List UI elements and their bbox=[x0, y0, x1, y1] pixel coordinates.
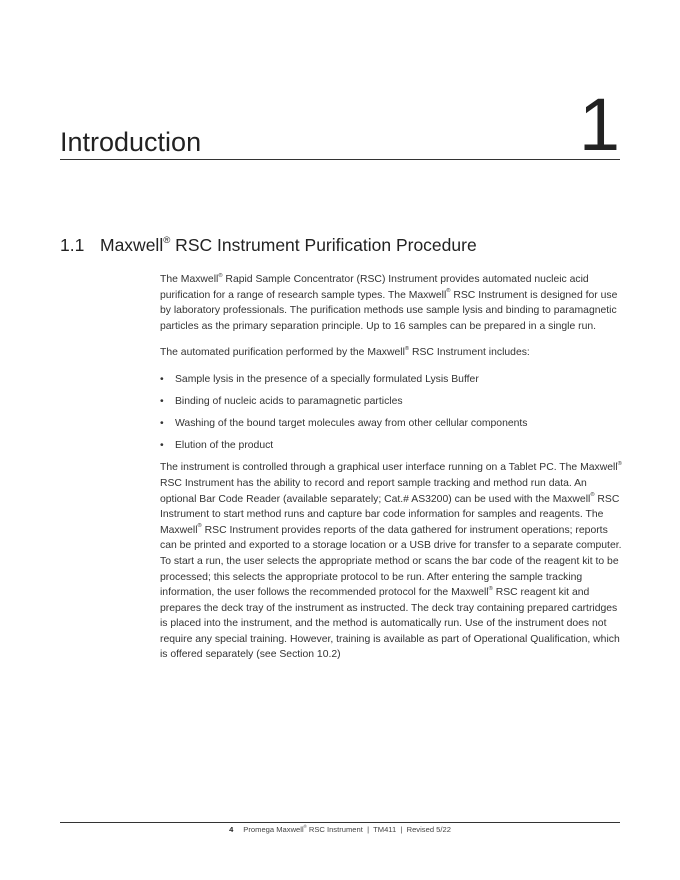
section-title-post: RSC Instrument Purification Procedure bbox=[170, 235, 477, 255]
operation-text-2: RSC Instrument has the ability to record and report sample tracking and method run data. An optional Bar Code Reader (available separately; Cat.# AS3200) can be used with the Maxwell bbox=[160, 477, 591, 505]
operation-text-3: RSC Instrument to start method runs and capture bar code information for samples and reagents. The Maxwell bbox=[160, 493, 620, 536]
page-footer bbox=[0, 825, 680, 834]
registered-mark: ® bbox=[303, 823, 307, 829]
footer-divider bbox=[60, 822, 620, 823]
list-intro bbox=[160, 345, 622, 361]
intro-paragraph bbox=[160, 272, 622, 334]
registered-mark: ® bbox=[590, 492, 595, 499]
intro-text-1: The Maxwell bbox=[160, 274, 219, 285]
intro-text-3: RSC Instrument is designed for use by laboratory professionals. The purification methods use sample lysis and binding to paramagnetic particles as the primary separation principle. Up to 16 samples can be prepared in a single run. bbox=[160, 289, 618, 332]
footer-text-pre: Promega Maxwell bbox=[243, 825, 304, 834]
body-text bbox=[160, 272, 622, 674]
chapter-number: 1 bbox=[578, 83, 620, 166]
page-number: 4 bbox=[229, 825, 234, 834]
intro-text-2: Rapid Sample Concentrator (RSC) Instrument provides automated nucleic acid purification for a range of research sample types. The Maxwell bbox=[160, 274, 589, 301]
section-heading bbox=[60, 235, 477, 256]
registered-mark: ® bbox=[488, 585, 493, 592]
list-intro-text-2: RSC Instrument includes: bbox=[409, 347, 530, 359]
section-title-pre: Maxwell bbox=[100, 235, 164, 255]
registered-mark: ® bbox=[446, 288, 451, 295]
chapter-divider bbox=[60, 159, 620, 160]
list-item: • Washing of the bound target molecules away from other cellular components bbox=[160, 416, 622, 432]
section-number: 1.1 bbox=[60, 235, 85, 255]
registered-mark: ® bbox=[218, 272, 223, 279]
list-intro-text-1: The automated purification performed by the Maxwell bbox=[160, 347, 405, 359]
registered-mark: ® bbox=[163, 234, 171, 246]
footer-text-post: RSC Instrument | TM411 | Revised 5/22 bbox=[306, 825, 451, 834]
list-item: • Binding of nucleic acids to paramagnetic particles bbox=[160, 394, 622, 410]
operation-text-4: RSC Instrument provides reports of the data gathered for instrument operations; reports can be printed and exported to a storage location or a USB drive for transfer to a separate computer. To start a run, the user selects the appropriate method or scans the bar code of the reagent kit to be processed; this selects the appropriate protocol to be run. After entering the sample tracking information, the user follows the recommended protocol for the Maxwell bbox=[160, 524, 622, 599]
operation-paragraph bbox=[160, 460, 622, 663]
operation-text-1: The instrument is controlled through a graphical user interface running on a Tablet PC. The Maxwell bbox=[160, 462, 618, 474]
operation-text-5: RSC reagent kit and prepares the deck tray of the instrument as instructed. The deck tray containing prepared cartridges is placed into the instrument, and the method is automatically run. Use of the instrument does not require any special training. However, training is available as part of Operational Qualification, which is offered separately (see Section 10.2) bbox=[160, 587, 620, 661]
purification-steps-list bbox=[160, 372, 622, 454]
list-item: • Elution of the product bbox=[160, 438, 622, 454]
chapter-title: Introduction bbox=[60, 127, 202, 157]
registered-mark: ® bbox=[197, 523, 202, 530]
registered-mark: ® bbox=[617, 461, 622, 468]
registered-mark: ® bbox=[404, 346, 410, 353]
list-item: • Sample lysis in the presence of a specially formulated Lysis Buffer bbox=[160, 372, 622, 388]
